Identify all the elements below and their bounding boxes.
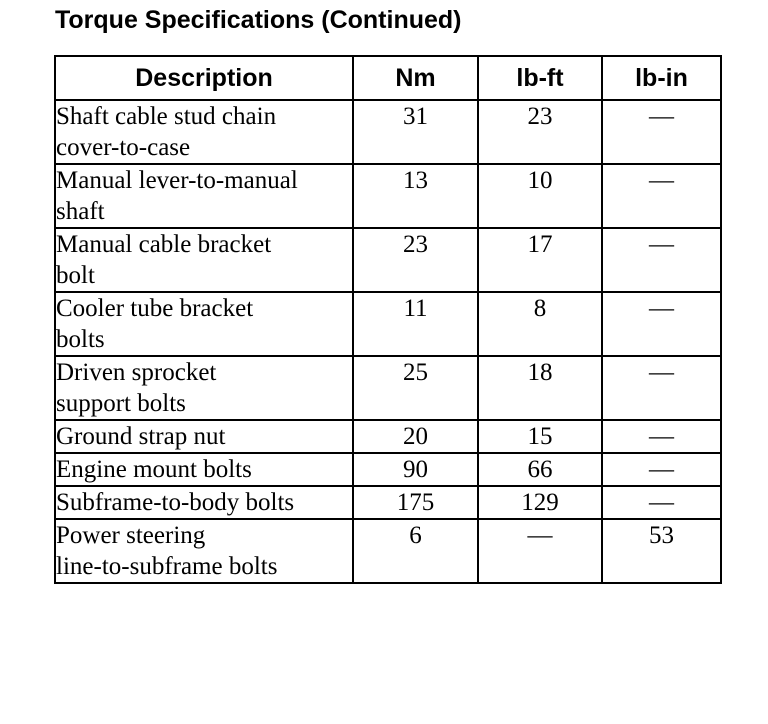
table-row (55, 228, 721, 292)
lbft-cell: 66 (478, 453, 602, 486)
lbin-cell: — (602, 228, 721, 292)
nm-cell: 25 (353, 356, 478, 420)
lbft-cell: 129 (478, 486, 602, 519)
description-line: Subframe-to-body bolts (56, 489, 295, 516)
description-line: Driven sprocket (56, 359, 217, 386)
description-line: Ground strap nut (56, 423, 226, 450)
nm-cell: 90 (353, 453, 478, 486)
table-row (55, 453, 721, 486)
lbft-cell: 10 (478, 164, 602, 228)
lbin-cell: — (602, 356, 721, 420)
description-cell (55, 292, 353, 356)
header-description: Description (55, 56, 353, 100)
table-row (55, 420, 721, 453)
table-row (55, 164, 721, 228)
description-cell (55, 228, 353, 292)
header-nm: Nm (353, 56, 478, 100)
lbft-cell: — (478, 519, 602, 583)
description-line: Cooler tube bracket (56, 295, 254, 322)
description-line: support bolts (56, 390, 186, 417)
page-title: Torque Specifications (Continued) (55, 6, 462, 34)
lbin-cell: — (602, 420, 721, 453)
description-line: bolts (56, 326, 105, 353)
description-cell (55, 420, 353, 453)
description-line: Manual lever-to-manual (56, 167, 298, 194)
lbin-cell: — (602, 486, 721, 519)
nm-cell: 11 (353, 292, 478, 356)
description-cell (55, 164, 353, 228)
description-line: Manual cable bracket (56, 231, 272, 258)
description-line: bolt (56, 262, 95, 289)
lbft-cell: 15 (478, 420, 602, 453)
description-line: Shaft cable stud chain (56, 103, 277, 130)
table-row (55, 292, 721, 356)
table-row (55, 356, 721, 420)
nm-cell: 20 (353, 420, 478, 453)
description-line: shaft (56, 198, 105, 225)
nm-cell: 6 (353, 519, 478, 583)
lbin-cell: — (602, 453, 721, 486)
header-row (55, 56, 721, 100)
lbft-cell: 8 (478, 292, 602, 356)
description-cell (55, 100, 353, 164)
description-cell (55, 519, 353, 583)
description-cell (55, 453, 353, 486)
lbft-cell: 18 (478, 356, 602, 420)
lbin-cell: — (602, 100, 721, 164)
lbft-cell: 23 (478, 100, 602, 164)
description-line: Engine mount bolts (56, 456, 252, 483)
description-line: cover-to-case (56, 134, 191, 161)
description-line: line-to-subframe bolts (56, 553, 278, 580)
torque-spec-table (54, 55, 722, 584)
lbin-cell: 53 (602, 519, 721, 583)
lbft-cell: 17 (478, 228, 602, 292)
table-row (55, 486, 721, 519)
description-cell (55, 486, 353, 519)
lbin-cell: — (602, 164, 721, 228)
table-row (55, 100, 721, 164)
description-cell (55, 356, 353, 420)
lbin-cell: — (602, 292, 721, 356)
description-line: Power steering (56, 522, 206, 549)
nm-cell: 31 (353, 100, 478, 164)
nm-cell: 13 (353, 164, 478, 228)
nm-cell: 175 (353, 486, 478, 519)
nm-cell: 23 (353, 228, 478, 292)
table-row (55, 519, 721, 583)
header-lbft: lb-ft (478, 56, 602, 100)
header-lbin: lb-in (602, 56, 721, 100)
